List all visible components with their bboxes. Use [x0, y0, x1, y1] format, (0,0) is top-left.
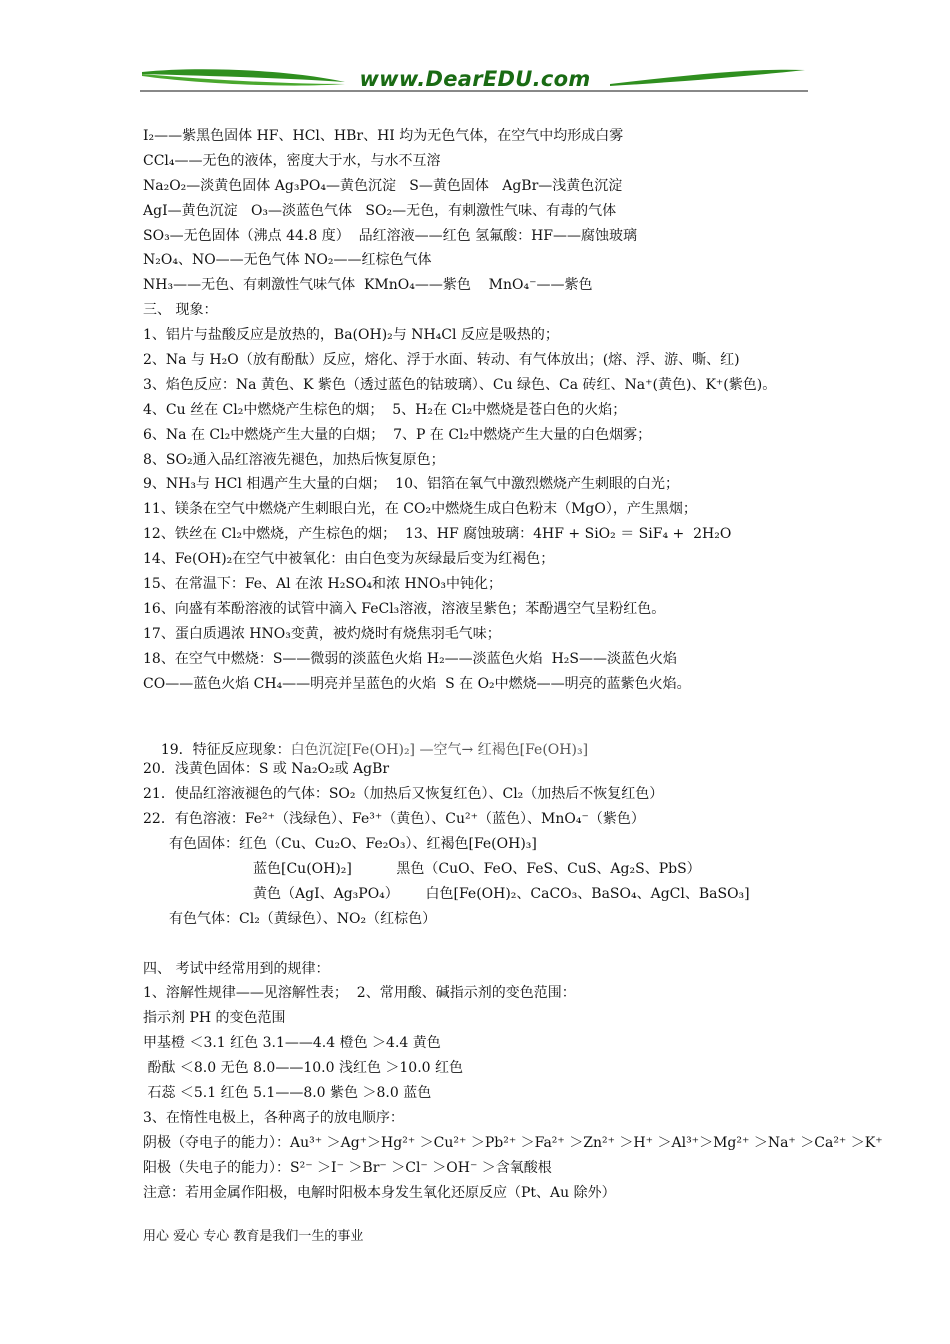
text-line: 22．有色溶液：Fe²⁺（浅绿色）、Fe³⁺（黄色）、Cu²⁺（蓝色）、MnO₄⁻（紫色）	[143, 811, 645, 828]
text-line: 21．使品红溶液褪色的气体：SO₂（加热后又恢复红色）、Cl₂（加热后不恢复红色）	[143, 786, 664, 803]
text-line: 蓝色[Cu(OH)₂] 黑色（CuO、FeO、FeS、CuS、Ag₂S、PbS）	[253, 860, 701, 877]
text-line: 阳极（失电子的能力）：S²⁻ ＞I⁻ ＞Br⁻ ＞Cl⁻ ＞OH⁻ ＞含氧酸根	[143, 1159, 552, 1176]
text-line: CCl₄——无色的液体，密度大于水，与水不互溶	[143, 152, 441, 169]
text-line: 4、Cu 丝在 Cl₂中燃烧产生棕色的烟； 5、H₂在 Cl₂中燃烧是苍白色的火焰；	[143, 401, 627, 418]
text-line: N₂O₄、NO——无色气体 NO₂——红棕色气体	[143, 252, 432, 269]
text-line: 有色气体：Cl₂（黄绿色）、NO₂（红棕色）	[169, 910, 437, 927]
page-footer: 用心 爱心 专心 教育是我们一生的事业	[143, 1229, 364, 1244]
section-heading-rules: 四、 考试中经常用到的规律：	[143, 960, 330, 977]
text-line: 阴极（夺电子的能力）：Au³⁺ ＞Ag⁺＞Hg²⁺ ＞Cu²⁺ ＞Pb²⁺ ＞Fa²⁺ ＞Zn²⁺ ＞H⁺ ＞Al³⁺＞Mg²⁺ ＞Na⁺ ＞Ca²⁺ ＞K⁺	[143, 1134, 883, 1151]
text-line: 3、焰色反应：Na 黄色、K 紫色（透过蓝色的钴玻璃）、Cu 绿色、Ca 砖红、Na⁺(黄色)、K⁺(紫色)。	[143, 376, 777, 393]
formula-label: 19．特征反应现象：	[160, 742, 291, 759]
text-line: SO₃—无色固体（沸点 44.8 度） 品红溶液——红色 氢氟酸：HF——腐蚀玻璃	[143, 227, 638, 244]
site-logo[interactable]: www.DearEDU.com	[359, 67, 591, 91]
text-line: 1、铝片与盐酸反应是放热的，Ba(OH)₂与 NH₄Cl 反应是吸热的；	[143, 327, 559, 344]
text-line: NH₃——无色、有刺激性气味气体 KMnO₄——紫色 MnO₄⁻——紫色	[143, 277, 593, 294]
text-line: 甲基橙 ＜3.1 红色 3.1——4.4 橙色 ＞4.4 黄色	[143, 1035, 441, 1052]
text-line: 石蕊 ＜5.1 红色 5.1——8.0 紫色 ＞8.0 蓝色	[143, 1084, 432, 1101]
text-line: 1、溶解性规律——见溶解性表； 2、常用酸、碱指示剂的变色范围：	[143, 985, 576, 1002]
page-header	[140, 62, 808, 96]
text-line: 指示剂 PH 的变色范围	[143, 1010, 286, 1027]
reaction-formula-line	[143, 696, 823, 759]
text-line: 17、蛋白质遇浓 HNO₃变黄，被灼烧时有烧焦羽毛气味；	[143, 625, 501, 642]
text-line: 16、向盛有苯酚溶液的试管中滴入 FeCl₃溶液，溶液呈紫色；苯酚遇空气呈粉红色。	[143, 600, 666, 617]
text-line: 黄色（AgI、Ag₃PO₄） 白色[Fe(OH)₂、CaCO₃、BaSO₄、AgCl、BaSO₃]	[253, 885, 750, 902]
text-line: 18、在空气中燃烧：S——微弱的淡蓝色火焰 H₂——淡蓝色火焰 H₂S——淡蓝色火焰	[143, 650, 677, 667]
text-line: 注意：若用金属作阳极，电解时阳极本身发生氧化还原反应（Pt、Au 除外）	[143, 1184, 616, 1201]
text-line: 9、NH₃与 HCl 相遇产生大量的白烟； 10、铝箔在氧气中激烈燃烧产生刺眼的白光；	[143, 476, 679, 493]
text-line: 12、铁丝在 Cl₂中燃烧，产生棕色的烟； 13、HF 腐蚀玻璃：4HF + SiO₂ ＝ SiF₄ + 2H₂O	[143, 526, 732, 543]
text-line: 14、Fe(OH)₂在空气中被氧化：由白色变为灰绿最后变为红褐色；	[143, 551, 555, 568]
document-body	[143, 124, 883, 1205]
text-line: 11、镁条在空气中燃烧产生刺眼白光，在 CO₂中燃烧生成白色粉末（MgO），产生黑烟；	[143, 501, 697, 518]
text-line: 3、在惰性电极上，各种离子的放电顺序：	[143, 1109, 404, 1126]
text-line: 酚酞 ＜8.0 无色 8.0——10.0 浅红色 ＞10.0 红色	[143, 1060, 464, 1077]
text-line: 8、SO₂通入品红溶液先褪色，加热后恢复原色；	[143, 451, 445, 468]
text-line: CO——蓝色火焰 CH₄——明亮并呈蓝色的火焰 S 在 O₂中燃烧——明亮的蓝紫色火焰。	[143, 675, 691, 692]
reaction-formula: 白色沉淀[Fe(OH)₂] —空气→ 红褐色[Fe(OH)₃]	[290, 742, 589, 759]
text-line: 20．浅黄色固体：S 或 Na₂O₂或 AgBr	[143, 761, 390, 778]
text-line: 15、在常温下：Fe、Al 在浓 H₂SO₄和浓 HNO₃中钝化；	[143, 576, 503, 593]
section-heading-phenomena: 三、 现象：	[143, 302, 218, 319]
text-line: 2、Na 与 H₂O（放有酚酞）反应，熔化、浮于水面、转动、有气体放出；(熔、浮、游、嘶、红)	[143, 352, 740, 369]
spacer	[143, 932, 823, 957]
text-line: 6、Na 在 Cl₂中燃烧产生大量的白烟； 7、P 在 Cl₂中燃烧产生大量的白色烟雾；	[143, 426, 652, 443]
text-line: Na₂O₂—淡黄色固体 Ag₃PO₄—黄色沉淀 S—黄色固体 AgBr—浅黄色沉淀	[143, 177, 623, 194]
text-line: I₂——紫黑色固体 HF、HCl、HBr、HI 均为无色气体，在空气中均形成白雾	[143, 128, 624, 144]
text-line: 有色固体：红色（Cu、Cu₂O、Fe₂O₃）、红褐色[Fe(OH)₃]	[169, 836, 537, 853]
text-line: AgI—黄色沉淀 O₃—淡蓝色气体 SO₂—无色，有刺激性气味、有毒的气体	[143, 202, 617, 219]
